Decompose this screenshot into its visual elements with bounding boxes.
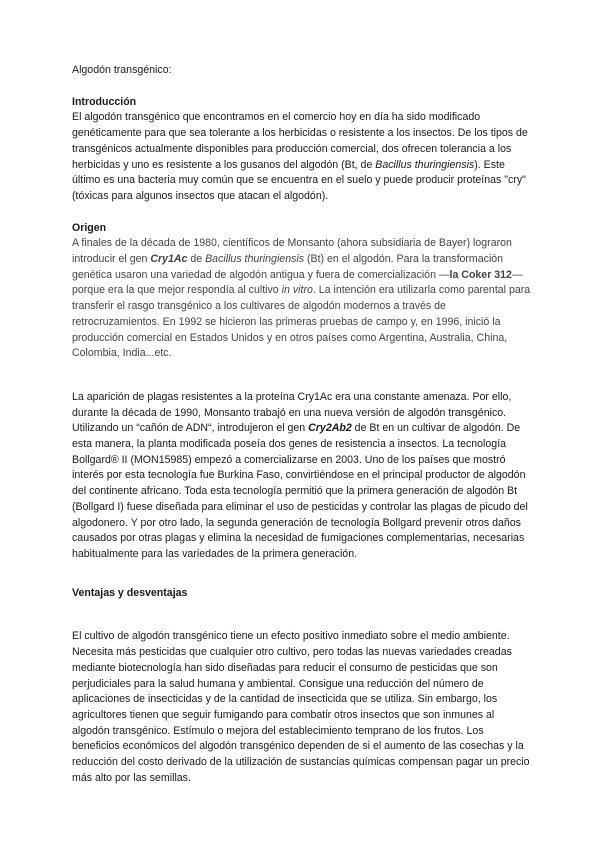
intro-text-2: ). Este último es una bacteria muy común que se encuentra en el suelo y puede producir proteínas "cry" (tóxicas para algunos insectos que atacan el algodón). [72,158,526,202]
origen-heading: Origen [72,221,107,234]
intro-species: Bacillus thuringiensis [375,158,475,171]
origen-text-5: . La intención era utilizarla como parental para transferir el rasgo transgénico a los cultivares de algodón modernos a través de retrocruzamientos. En 1992 se hicieron las primeras pruebas de campo y, en 1996, inició la producción comercial en Estados Unidos y en otros países como Argentina, Australia, China, Colombia, India...etc. [72,284,531,360]
origen-species: Bacillus thuringiensis [205,253,305,266]
intro-heading: Introducción [72,95,137,108]
origen-gene: Cry1Ac [150,253,188,266]
plagas-text-1: La aparición de plagas resistentes a la proteína Cry1Ac era una constante amenaza. Por ello, durante la década de 1990, Monsanto trabajó en una nueva versión de algodón transgénico. Utilizando un “cañón de ADN“, introdujeron el gen [72,390,512,435]
origen-text-2: de [187,253,206,266]
document-title: Algodón transgénico: [72,64,172,76]
origen-text-4: — porque era la que mejor respondía al cultivo [72,268,523,297]
ventajas-paragraph: El cultivo de algodón transgénico tiene un efecto positivo inmediato sobre el medio ambiente. Necesita más pesticidas que cualquier otro cultivo, pero todas las nuevas variedades creadas mediante biotecnología han sido diseñadas para reducir el consumo de pesticidas que son perjudiciales para la salud humana y ambiental. Consigue una reducción del número de aplicaciones de insecticidas y de la cantidad de insecticida que se utiliza. Sin embargo, los agricultores tienen que seguir fumigando para combatir otros insectos que son inmunes al algodón transgénico. Estímulo o mejora del establecimiento temprano de los frutos. Los beneficios económicos del algodón transgénico dependen de si el aumento de las cosechas y la reducción del costo derivado de la utilización de sustancias químicas compensan pagar un precio más alto por las semillas. [72,630,530,784]
plagas-text-2: de Bt en un cultivar de algodón. De esta manera, la planta modificada poseía dos genes de resistencia a insectos. La tecnología Bollgard® II (MON15985) empezó a comercializarse en 2003. Uno de los países que mostró interés por esta tecnología fue Burkina Faso, convirtiéndose en el principal productor de algodón del continente africano. Toda esta tecnología permitió que la primera generación de algodón Bt (Bollgard I) fuese diseñada para eliminar el uso de pesticidas y controlar las plagas de picudo del algodonero. Y por otro lado, la segunda generación de tecnología Bollgard prevenir otros daños causados por otras plagas y elimina la necesidad de fumigaciones complementarias, necesarias habitualmente para las variedades de la primera generación. [72,422,528,560]
intro-paragraph [72,110,532,204]
plagas-gene: Cry2Ab2 [308,422,352,435]
origen-paragraph [72,236,532,362]
origen-in-vitro: in vitro [281,284,313,297]
plagas-paragraph [72,390,532,563]
intro-text-1: El algodón transgénico que encontramos en el comercio hoy en día ha sido modificado genéticamente para que sea tolerante a los herbicidas o resistente a los insectos. De los tipos de transgénicos actualmente disponibles para producción comercial, dos ofrecen tolerancia a los herbicidas y uno es resistente a los gusanos del algodón (Bt, de [72,111,528,171]
origen-variety: la Coker 312 [449,268,512,281]
document-body [72,63,532,786]
ventajas-heading: Ventajas y desventajas [72,586,188,599]
origen-text-3: (Bt) en el algodón. Para la transformación genética usaron una variedad de algodón antigua y fuera de comercialización — [72,253,504,281]
origen-text-1: A finales de la década de 1980, científicos de Monsanto (ahora subsidiaria de Bayer) lograron introducir el gen [72,237,512,266]
